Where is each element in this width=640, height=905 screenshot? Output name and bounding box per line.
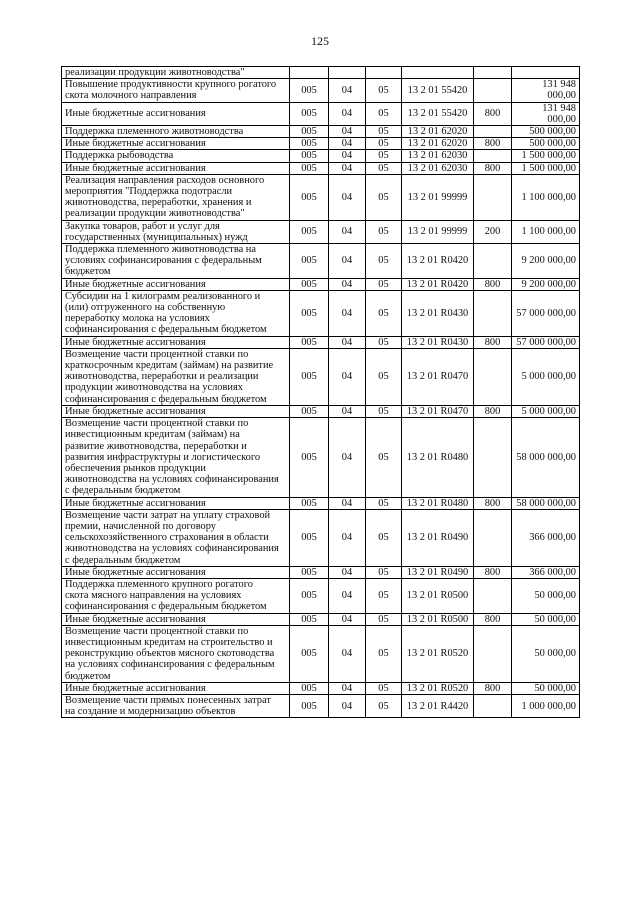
target-article-cell: 13 2 01 62030: [402, 162, 474, 174]
target-article-cell: [402, 67, 474, 79]
section-code-cell: 04: [329, 79, 366, 102]
section-code-cell: 04: [329, 497, 366, 509]
expense-type-cell: [474, 694, 512, 717]
item-name-line: Возмещение части затрат на уплату страховой: [65, 509, 271, 521]
ministry-code-cell: 005: [290, 509, 329, 566]
subsection-code-cell: 05: [366, 244, 402, 279]
item-name-line: Реализация направления расходов основного: [65, 174, 265, 186]
item-name-line: Возмещение части процентной ставки по: [65, 625, 249, 637]
subsection-code-cell: 05: [366, 278, 402, 290]
subsection-code-cell: 05: [366, 405, 402, 417]
amount-cell: [512, 67, 580, 79]
item-name-cell: [62, 336, 290, 348]
section-code-cell: 04: [329, 174, 366, 220]
table-row: [62, 278, 580, 290]
amount-cell: 9 200 000,00: [512, 244, 580, 279]
item-name-line: краткосрочным кредитам (займам) на развитие: [65, 360, 274, 372]
ministry-code-cell: 005: [290, 126, 329, 138]
section-code-cell: 04: [329, 578, 366, 613]
ministry-code-cell: 005: [290, 220, 329, 243]
ministry-code-cell: 005: [290, 405, 329, 417]
item-name-line: инвестиционным кредитам (займам) на: [65, 429, 240, 441]
amount-cell: 1 500 000,00: [512, 162, 580, 174]
subsection-code-cell: 05: [366, 578, 402, 613]
subsection-code-cell: 05: [366, 220, 402, 243]
item-name-line: бюджетом: [65, 670, 111, 682]
target-article-cell: 13 2 01 R4420: [402, 694, 474, 717]
target-article-cell: 13 2 01 55420: [402, 79, 474, 102]
ministry-code-cell: 005: [290, 348, 329, 405]
ministry-code-cell: 005: [290, 162, 329, 174]
item-name-cell: [62, 497, 290, 509]
subsection-code-cell: 05: [366, 613, 402, 625]
item-name-line: Иные бюджетные ассигнования: [65, 162, 206, 174]
expense-type-cell: [474, 418, 512, 497]
subsection-code-cell: 05: [366, 336, 402, 348]
ministry-code-cell: 005: [290, 174, 329, 220]
amount-cell: 50 000,00: [512, 625, 580, 682]
item-name-line: Иные бюджетные ассигнования: [65, 613, 206, 625]
item-name-cell: [62, 278, 290, 290]
item-name-line: с федеральным бюджетом: [65, 485, 181, 497]
target-article-cell: 13 2 01 R0430: [402, 336, 474, 348]
target-article-cell: 13 2 01 R0420: [402, 244, 474, 279]
subsection-code-cell: 05: [366, 348, 402, 405]
section-code-cell: 04: [329, 244, 366, 279]
section-code-cell: 04: [329, 509, 366, 566]
table-row: [62, 336, 580, 348]
amount-cell: 366 000,00: [512, 509, 580, 566]
amount-cell: 50 000,00: [512, 613, 580, 625]
item-name-line: Иные бюджетные ассигнования: [65, 138, 206, 150]
target-article-cell: 13 2 01 R0490: [402, 566, 474, 578]
item-name-line: развития инфраструктуры и логистического: [65, 451, 261, 463]
item-name-line: Иные бюджетные ассигнования: [65, 682, 206, 694]
item-name-line: животноводства на условиях софинансирования: [65, 474, 279, 486]
item-name-line: реализации продукции животноводства": [65, 67, 245, 78]
expense-type-cell: 800: [474, 162, 512, 174]
item-name-line: Иные бюджетные ассигнования: [65, 497, 206, 509]
section-code-cell: 04: [329, 150, 366, 162]
item-name-cell: [62, 126, 290, 138]
section-code-cell: 04: [329, 418, 366, 497]
target-article-cell: 13 2 01 55420: [402, 102, 474, 125]
amount-cell: 131 948 000,00: [512, 79, 580, 102]
table-row: [62, 348, 580, 405]
item-name-line: Иные бюджетные ассигнования: [65, 108, 206, 120]
table-row: [62, 497, 580, 509]
amount-cell: 5 000 000,00: [512, 348, 580, 405]
ministry-code-cell: 005: [290, 497, 329, 509]
table-row: [62, 126, 580, 138]
item-name-cell: [62, 244, 290, 279]
item-name-cell: [62, 174, 290, 220]
target-article-cell: 13 2 01 R0470: [402, 348, 474, 405]
table-row: [62, 694, 580, 717]
item-name-line: продукции животноводства на условиях: [65, 382, 243, 394]
amount-cell: 1 500 000,00: [512, 150, 580, 162]
subsection-code-cell: 05: [366, 418, 402, 497]
table-row: [62, 220, 580, 243]
item-name-line: инвестиционным кредитам на строительство и: [65, 636, 273, 648]
subsection-code-cell: 05: [366, 682, 402, 694]
item-name-cell: [62, 682, 290, 694]
item-name-line: Поддержка племенного крупного рогатого: [65, 578, 253, 590]
item-name-cell: [62, 405, 290, 417]
target-article-cell: 13 2 01 62030: [402, 150, 474, 162]
amount-cell: 131 948 000,00: [512, 102, 580, 125]
subsection-code-cell: 05: [366, 79, 402, 102]
item-name-line: условиях софинансирования с федеральным: [65, 255, 262, 267]
item-name-line: Субсидии на 1 килограмм реализованного и: [65, 290, 261, 302]
expense-type-cell: [474, 625, 512, 682]
expense-type-cell: [474, 174, 512, 220]
subsection-code-cell: 05: [366, 566, 402, 578]
expense-type-cell: [474, 126, 512, 138]
item-name-line: на условиях софинансирования с федеральным: [65, 659, 275, 671]
target-article-cell: 13 2 01 R0500: [402, 613, 474, 625]
expense-type-cell: 800: [474, 138, 512, 150]
ministry-code-cell: 005: [290, 79, 329, 102]
amount-cell: 500 000,00: [512, 126, 580, 138]
expense-type-cell: 800: [474, 405, 512, 417]
table-row: [62, 138, 580, 150]
target-article-cell: 13 2 01 R0470: [402, 405, 474, 417]
section-code-cell: 04: [329, 405, 366, 417]
item-name-cell: [62, 79, 290, 102]
subsection-code-cell: 05: [366, 126, 402, 138]
table-row: [62, 566, 580, 578]
ministry-code-cell: 005: [290, 578, 329, 613]
expense-type-cell: 800: [474, 278, 512, 290]
item-name-line: скота мясного направления на условиях: [65, 590, 242, 602]
section-code-cell: 04: [329, 336, 366, 348]
table-row: [62, 625, 580, 682]
item-name-cell: [62, 290, 290, 336]
expense-type-cell: [474, 578, 512, 613]
ministry-code-cell: 005: [290, 102, 329, 125]
target-article-cell: 13 2 01 R0420: [402, 278, 474, 290]
table-row: [62, 290, 580, 336]
item-name-line: Иные бюджетные ассигнования: [65, 278, 206, 290]
item-name-line: животноводства, переработки, хранения и: [65, 197, 252, 209]
ministry-code-cell: 005: [290, 625, 329, 682]
ministry-code-cell: 005: [290, 682, 329, 694]
subsection-code-cell: [366, 67, 402, 79]
expense-type-cell: [474, 348, 512, 405]
subsection-code-cell: 05: [366, 694, 402, 717]
target-article-cell: 13 2 01 R0480: [402, 497, 474, 509]
expense-type-cell: [474, 79, 512, 102]
ministry-code-cell: 005: [290, 336, 329, 348]
expense-type-cell: 800: [474, 566, 512, 578]
section-code-cell: 04: [329, 694, 366, 717]
item-name-cell: [62, 162, 290, 174]
item-name-line: сельскохозяйственного страхования в области: [65, 532, 269, 544]
amount-cell: 58 000 000,00: [512, 497, 580, 509]
section-code-cell: 04: [329, 102, 366, 125]
target-article-cell: 13 2 01 R0430: [402, 290, 474, 336]
amount-cell: 5 000 000,00: [512, 405, 580, 417]
item-name-line: обеспечения рынков продукции: [65, 462, 206, 474]
ministry-code-cell: 005: [290, 278, 329, 290]
amount-cell: 1 100 000,00: [512, 220, 580, 243]
section-code-cell: 04: [329, 220, 366, 243]
expense-type-cell: [474, 244, 512, 279]
ministry-code-cell: 005: [290, 566, 329, 578]
expense-type-cell: 800: [474, 336, 512, 348]
amount-cell: 9 200 000,00: [512, 278, 580, 290]
item-name-line: Возмещение части прямых понесенных затрат: [65, 694, 271, 706]
amount-cell: 1 000 000,00: [512, 694, 580, 717]
expense-type-cell: [474, 509, 512, 566]
expense-type-cell: 800: [474, 613, 512, 625]
ministry-code-cell: 005: [290, 290, 329, 336]
ministry-code-cell: 005: [290, 613, 329, 625]
item-name-line: переработку молока на условиях: [65, 313, 210, 325]
target-article-cell: 13 2 01 99999: [402, 174, 474, 220]
expense-type-cell: 200: [474, 220, 512, 243]
item-name-cell: [62, 220, 290, 243]
subsection-code-cell: 05: [366, 497, 402, 509]
item-name-line: софинансирования с федеральным бюджетом: [65, 601, 267, 613]
table-row: [62, 578, 580, 613]
table-row: [62, 682, 580, 694]
subsection-code-cell: 05: [366, 290, 402, 336]
target-article-cell: 13 2 01 99999: [402, 220, 474, 243]
item-name-line: Возмещение части процентной ставки по: [65, 348, 249, 360]
section-code-cell: 04: [329, 566, 366, 578]
section-code-cell: 04: [329, 126, 366, 138]
amount-cell: 50 000,00: [512, 682, 580, 694]
section-code-cell: 04: [329, 348, 366, 405]
ministry-code-cell: 005: [290, 418, 329, 497]
item-name-line: скота молочного направления: [65, 90, 197, 102]
expense-type-cell: 800: [474, 497, 512, 509]
table-row: [62, 102, 580, 125]
table-row: [62, 174, 580, 220]
target-article-cell: 13 2 01 62020: [402, 126, 474, 138]
item-name-line: реализации продукции животноводства": [65, 208, 245, 220]
item-name-line: Поддержка племенного животноводства: [65, 126, 244, 138]
table-row: [62, 418, 580, 497]
item-name-line: Возмещение части процентной ставки по: [65, 418, 249, 430]
section-code-cell: 04: [329, 138, 366, 150]
section-code-cell: 04: [329, 682, 366, 694]
amount-cell: 50 000,00: [512, 578, 580, 613]
table-row: [62, 613, 580, 625]
item-name-line: Иные бюджетные ассигнования: [65, 336, 206, 348]
ministry-code-cell: 005: [290, 150, 329, 162]
subsection-code-cell: 05: [366, 162, 402, 174]
item-name-cell: [62, 625, 290, 682]
target-article-cell: 13 2 01 R0500: [402, 578, 474, 613]
item-name-line: бюджетом: [65, 266, 111, 278]
item-name-line: софинансирования с федеральным бюджетом: [65, 324, 267, 336]
section-code-cell: 04: [329, 290, 366, 336]
subsection-code-cell: 05: [366, 509, 402, 566]
expense-type-cell: [474, 67, 512, 79]
item-name-line: софинансирования с федеральным бюджетом: [65, 393, 267, 405]
table-row: [62, 509, 580, 566]
target-article-cell: 13 2 01 R0480: [402, 418, 474, 497]
item-name-cell: [62, 150, 290, 162]
item-name-cell: [62, 694, 290, 717]
table-row: [62, 405, 580, 417]
item-name-cell: [62, 578, 290, 613]
subsection-code-cell: 05: [366, 150, 402, 162]
section-code-cell: 04: [329, 625, 366, 682]
item-name-line: Поддержка рыбоводства: [65, 150, 174, 162]
item-name-line: Поддержка племенного животноводства на: [65, 244, 256, 256]
item-name-line: на создание и модернизацию объектов: [65, 706, 236, 718]
table-row: [62, 162, 580, 174]
item-name-cell: [62, 102, 290, 125]
target-article-cell: 13 2 01 62020: [402, 138, 474, 150]
amount-cell: 366 000,00: [512, 566, 580, 578]
budget-table: [61, 66, 580, 718]
item-name-cell: [62, 566, 290, 578]
item-name-line: премии, начисленной по договору: [65, 520, 217, 532]
expense-type-cell: [474, 150, 512, 162]
subsection-code-cell: 05: [366, 625, 402, 682]
ministry-code-cell: [290, 67, 329, 79]
table-row: [62, 67, 580, 79]
item-name-line: реконструкцию объектов мясного скотоводства: [65, 648, 275, 660]
target-article-cell: 13 2 01 R0520: [402, 682, 474, 694]
section-code-cell: 04: [329, 278, 366, 290]
section-code-cell: 04: [329, 162, 366, 174]
table-row: [62, 150, 580, 162]
item-name-cell: [62, 348, 290, 405]
ministry-code-cell: 005: [290, 694, 329, 717]
amount-cell: 57 000 000,00: [512, 336, 580, 348]
item-name-cell: [62, 509, 290, 566]
item-name-line: развитие животноводства, переработки и: [65, 440, 247, 452]
section-code-cell: 04: [329, 613, 366, 625]
item-name-line: Иные бюджетные ассигнования: [65, 566, 206, 578]
item-name-cell: [62, 418, 290, 497]
expense-type-cell: 800: [474, 102, 512, 125]
page-number: 125: [311, 34, 329, 48]
table-row: [62, 244, 580, 279]
ministry-code-cell: 005: [290, 138, 329, 150]
item-name-cell: [62, 138, 290, 150]
item-name-line: государственных (муниципальных) нужд: [65, 231, 248, 243]
item-name-cell: [62, 67, 290, 79]
subsection-code-cell: 05: [366, 138, 402, 150]
amount-cell: 58 000 000,00: [512, 418, 580, 497]
table-body: [62, 67, 580, 718]
table-row: [62, 79, 580, 102]
subsection-code-cell: 05: [366, 102, 402, 125]
amount-cell: 500 000,00: [512, 138, 580, 150]
item-name-line: животноводства на условиях софинансирования: [65, 543, 279, 555]
amount-cell: 1 100 000,00: [512, 174, 580, 220]
section-code-cell: [329, 67, 366, 79]
item-name-line: с федеральным бюджетом: [65, 554, 181, 566]
expense-type-cell: 800: [474, 682, 512, 694]
item-name-line: Повышение продуктивности крупного рогатого: [65, 79, 277, 91]
target-article-cell: 13 2 01 R0520: [402, 625, 474, 682]
expense-type-cell: [474, 290, 512, 336]
amount-cell: 57 000 000,00: [512, 290, 580, 336]
item-name-line: (или) отгруженного на собственную: [65, 302, 226, 314]
item-name-line: мероприятия "Поддержка подотрасли: [65, 186, 233, 198]
item-name-line: животноводства, переработки и реализации: [65, 371, 259, 383]
item-name-cell: [62, 613, 290, 625]
item-name-line: Иные бюджетные ассигнования: [65, 405, 206, 417]
target-article-cell: 13 2 01 R0490: [402, 509, 474, 566]
ministry-code-cell: 005: [290, 244, 329, 279]
subsection-code-cell: 05: [366, 174, 402, 220]
item-name-line: Закупка товаров, работ и услуг для: [65, 220, 220, 232]
